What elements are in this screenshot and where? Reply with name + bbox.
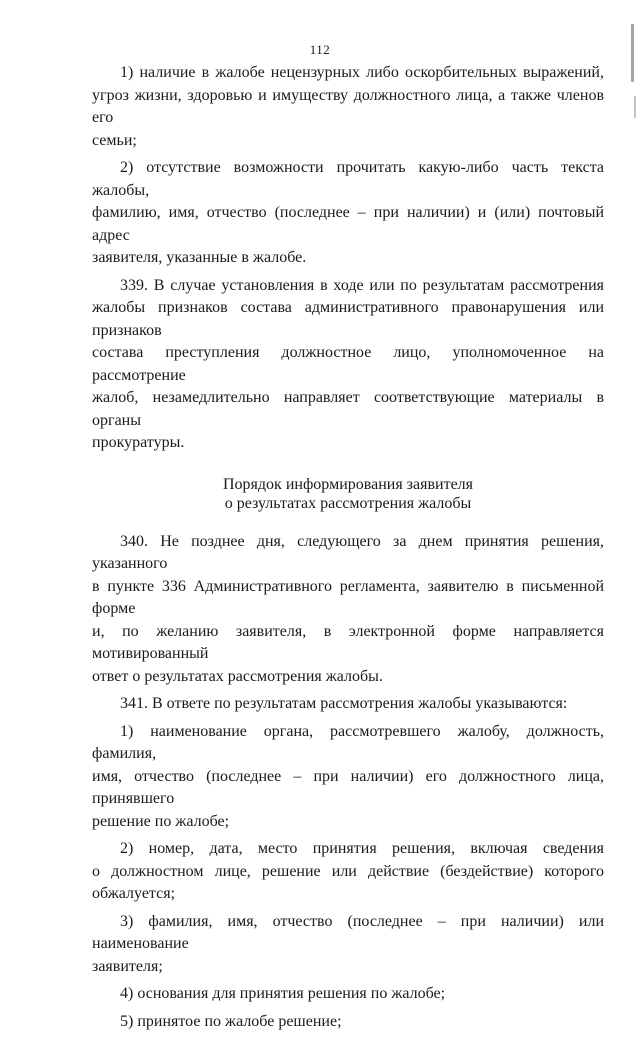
section-heading (92, 475, 604, 513)
text-line: состава преступления должностное лицо, уполномоченное на рассмотрение (92, 344, 604, 384)
text-line: 340. Не позднее дня, следующего за днем принятия решения, указанного (92, 532, 604, 572)
text-line: решение по жалобе; (92, 812, 230, 830)
text-line: фамилию, имя, отчество (последнее – при наличии) и (или) почтовый адрес (92, 204, 604, 244)
paragraph-item-341-1 (92, 721, 604, 834)
page-number: 112 (309, 42, 331, 57)
paragraph-item-341-2 (92, 838, 604, 906)
text-line: 1) наличие в жалобе нецензурных либо оскорбительных выражений, (120, 64, 604, 81)
text-line: жалоб, незамедлительно направляет соответствующие материалы в органы (92, 389, 604, 429)
paragraph-item-1-obscene (92, 62, 604, 152)
section-heading-line-2: о результатах рассмотрения жалобы (224, 494, 472, 512)
text-line: ответ о результатах рассмотрения жалобы. (92, 667, 383, 685)
paragraph-item-2-unreadable (92, 157, 604, 270)
top-paragraphs (92, 62, 604, 455)
text-line: 339. В случае установления в ходе или по результатам рассмотрения (120, 276, 604, 294)
text-line: 2) отсутствие возможности прочитать какую-либо часть текста жалобы, (92, 159, 604, 199)
paragraph-item-341-5 (92, 1011, 604, 1034)
document-body (92, 62, 604, 1038)
text-line: 4) основания для принятия решения по жалобе; (120, 985, 446, 1002)
text-line: в пункте 336 Административного регламента, заявителю в письменной форме (92, 577, 604, 617)
text-line: имя, отчество (последнее – при наличии) его должностного лица, принявшего (92, 767, 604, 807)
text-line: семьи; (92, 131, 137, 149)
text-line: заявителя; (92, 957, 163, 975)
paragraph-clause-340 (92, 531, 604, 689)
bottom-paragraphs (92, 531, 604, 1034)
text-line: прокуратуры. (92, 434, 185, 451)
text-line: 3) фамилия, имя, отчество (последнее – при наличии) или наименование (92, 912, 604, 952)
paragraph-item-341-4 (92, 983, 604, 1006)
scan-edge-mark-small (634, 96, 636, 118)
text-line: угроз жизни, здоровью и имуществу должностного лица, а также членов его (92, 86, 604, 126)
text-line: 341. В ответе по результатам рассмотрения жалобы указываются: (120, 695, 568, 712)
text-line: жалобы признаков состава административного правонарушения или признаков (92, 299, 604, 339)
text-line: заявителя, указанные в жалобе. (92, 249, 307, 266)
paragraph-clause-339 (92, 275, 604, 455)
text-line: о должностном лице, решение или действие (бездействие) которого (92, 862, 604, 880)
text-line: обжалуется; (92, 885, 176, 902)
text-line: 5) принятое по жалобе решение; (120, 1012, 342, 1030)
text-line: и, по желанию заявителя, в электронной форме направляется мотивированный (92, 622, 604, 662)
text-line: 2) номер, дата, место принятия решения, включая сведения (120, 840, 604, 857)
section-heading-line-1: Порядок информирования заявителя (222, 475, 474, 493)
paragraph-clause-341 (92, 693, 604, 716)
paragraph-item-341-3 (92, 911, 604, 979)
text-line: 1) наименование органа, рассмотревшего жалобу, должность, фамилия, (92, 722, 604, 762)
